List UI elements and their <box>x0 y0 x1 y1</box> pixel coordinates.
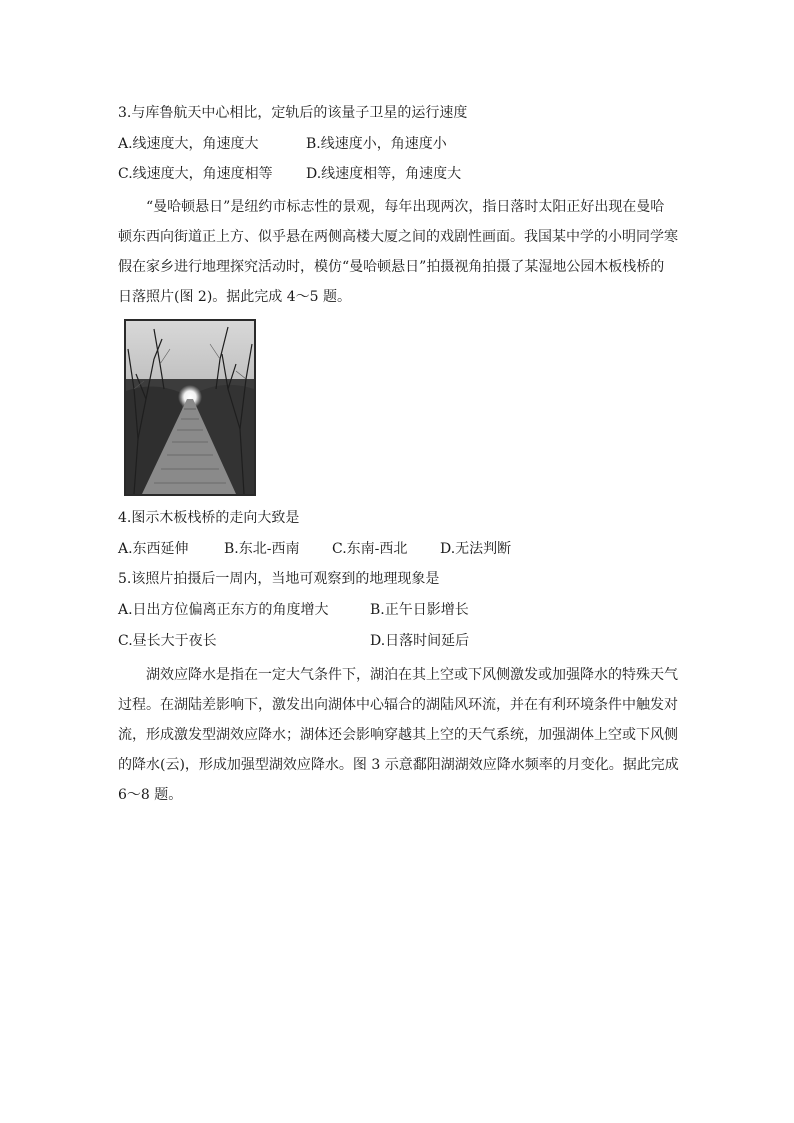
question-3-option-b: B.线速度小，角速度小 <box>306 136 447 152</box>
question-5-option-b: B.正午日影增长 <box>370 602 469 618</box>
passage-line: 过程。在湖陆差影响下，激发出向湖体中心辐合的湖陆风环流，并在有利环境条件中触发对 <box>118 697 678 713</box>
passage-line: “曼哈顿悬日”是纽约市标志性的景观，每年出现两次，指日落时太阳正好出现在曼哈 <box>146 199 665 215</box>
question-5-option-d: D.日落时间延后 <box>370 633 470 649</box>
question-3-option-d: D.线速度相等，角速度大 <box>306 166 462 182</box>
question-4-stem: 4.图示木板栈桥的走向大致是 <box>118 510 300 526</box>
question-4-option-a: A.东西延伸 <box>118 541 189 557</box>
question-4-option-b: B.东北-西南 <box>224 541 300 557</box>
question-4-option-d: D.无法判断 <box>440 541 512 557</box>
passage-line: 的降水(云)，形成加强型湖效应降水。图 3 示意鄱阳湖湖效应降水频率的月变化。据此完成 <box>118 757 679 773</box>
passage-line: 湖效应降水是指在一定大气条件下，湖泊在其上空或下风侧激发或加强降水的特殊天气 <box>146 667 678 683</box>
passage-line: 顿东西向街道正上方、似乎悬在两侧高楼大厦之间的戏剧性画面。我国某中学的小明同学寒 <box>118 229 678 245</box>
passage-manhattanhenge <box>118 192 676 312</box>
question-5-option-c: C.昼长大于夜长 <box>118 633 217 649</box>
passage-line: 6～8 题。 <box>118 787 183 803</box>
question-3-stem: 3.与库鲁航天中心相比，定轨后的该量子卫星的运行速度 <box>118 105 468 121</box>
passage-line: 假在家乡进行地理探究活动时，模仿“曼哈顿悬日”拍摄视角拍摄了某湿地公园木板栈桥的 <box>118 259 665 275</box>
question-3-option-a: A.线速度大，角速度大 <box>118 136 259 152</box>
question-5-option-a: A.日出方位偏离正东方的角度增大 <box>118 602 329 618</box>
question-3-option-c: C.线速度大，角速度相等 <box>118 166 273 182</box>
passage-lake-effect <box>118 660 679 810</box>
passage-line: 日落照片(图 2)。据此完成 4～5 题。 <box>118 289 351 305</box>
question-5-stem: 5.该照片拍摄后一周内，当地可观察到的地理现象是 <box>118 571 440 587</box>
boardwalk-sunset-photo <box>124 319 256 496</box>
question-4-option-c: C.东南-西北 <box>332 541 408 557</box>
passage-line: 流，形成激发型湖效应降水；湖体还会影响穿越其上空的天气系统，加强湖体上空或下风侧 <box>118 727 678 743</box>
